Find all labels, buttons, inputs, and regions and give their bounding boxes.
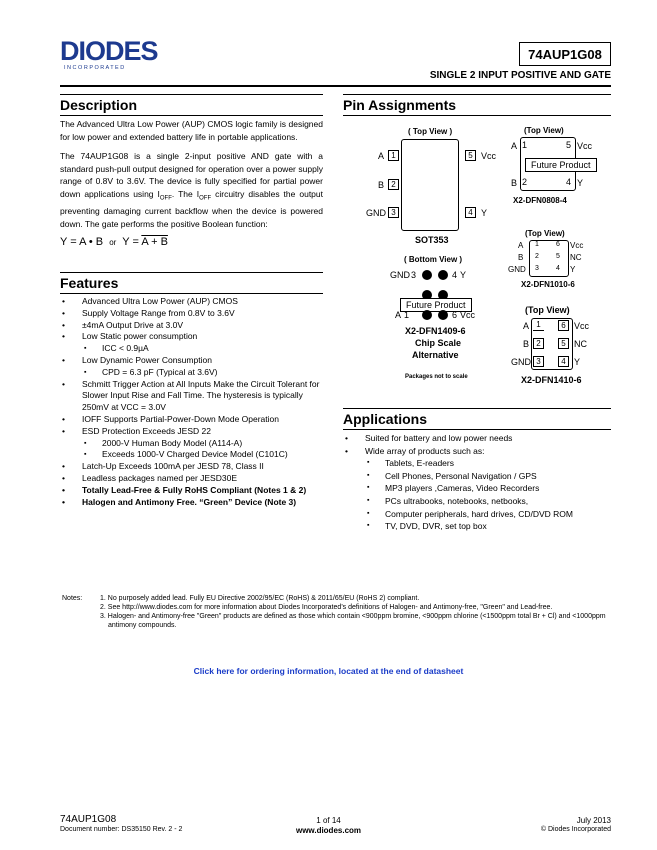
pin-label: Y [481, 208, 488, 218]
notes-label: Notes: [62, 595, 83, 602]
pin-label: GND [366, 208, 386, 218]
list-item: ▪ TV, DVD, DVR, set top box [343, 520, 611, 533]
bottom-view-label: ( Bottom View ) [404, 255, 463, 264]
package-name: X2-DFN1410-6 [521, 375, 582, 385]
header-rule [60, 85, 611, 87]
ordering-info-link[interactable]: Click here for ordering information, located at the end of datasheet [193, 666, 464, 676]
package-name: X2-DFN1010-6 [521, 280, 575, 289]
future-product-badge: Future Product [400, 298, 472, 312]
pin-number: 5 [566, 140, 572, 150]
pin-number: 6 [558, 320, 569, 331]
pin-label: A [518, 241, 524, 250]
pin-label: Y [570, 265, 576, 274]
pin-number: 2 [388, 179, 399, 190]
list-item: • Low Dynamic Power Consumption [60, 355, 330, 367]
diodes-logo [60, 38, 178, 78]
part-number-box: 74AUP1G08 [519, 42, 611, 66]
footer-copyright: © Diodes Incorporated [540, 826, 611, 833]
list-item: ▪ CPD = 6.3 pF (Typical at 3.6V) [60, 367, 330, 379]
pin-label: A [511, 141, 518, 151]
applications-heading: Applications [343, 408, 611, 430]
notes-list [100, 594, 615, 630]
boolean-equation: Y = A • B or Y = A + B [60, 236, 168, 248]
pin-label: NC [570, 253, 582, 262]
list-item: • Advanced Ultra Low Power (AUP) CMOS [60, 296, 330, 308]
top-view-label: (Top View) [525, 229, 565, 238]
ball [422, 310, 432, 320]
description-p2: The 74AUP1G08 is a single 2-input positive AND gate with a standard push-pull output designed for operation over a power supply range of 0.8V to 3.6V. The device is fully specified for partial power down applications using $I_{OFF}$. The $I_{OFF}$ circuitry disables the output preventing damaging current backflow when the device is powered down. The gate performs the positive Boolean function: [60, 151, 324, 229]
list-item: • Leadless packages named per JESD30E [60, 473, 330, 485]
svg-text:DIODES: DIODES [60, 38, 158, 66]
ic-body [401, 139, 459, 231]
pin-label: GND [511, 357, 531, 367]
features-heading: Features [60, 272, 323, 294]
list-item: ▪ Cell Phones, Personal Navigation / GPS [343, 470, 611, 483]
pin-number: 1 [388, 150, 399, 161]
pin-label: Vcc [481, 151, 497, 161]
top-view-label: (Top View) [524, 126, 564, 135]
page-subtitle: SINGLE 2 INPUT POSITIVE AND GATE [429, 70, 611, 81]
package-name: X2-DFN1409-6 [405, 326, 466, 336]
pin-label: B [511, 178, 518, 188]
package-name: SOT353 [415, 235, 449, 245]
pin-number: 5 [465, 150, 476, 161]
applications-list [343, 432, 611, 533]
pin-number: 5 [556, 253, 560, 260]
pin-label: GND [390, 270, 410, 280]
top-view-label: (Top View) [525, 305, 570, 315]
list-item: ▪ Exceeds 1000-V Charged Device Model (C101C) [60, 449, 330, 461]
footer-part-number: 74AUP1G08 [60, 814, 117, 825]
pin-number: 2 [533, 338, 544, 349]
pin-label: Y [460, 270, 467, 280]
package-name: X2-DFN0808-4 [513, 196, 567, 205]
note-1: 1. No purposely added lead. Fully EU Directive 2002/95/EC (RoHS) & 2011/65/EU (RoHS 2) compliant. [100, 595, 420, 602]
ball [438, 270, 448, 280]
pin-number: 1 [522, 140, 528, 150]
pin-label: Vcc [460, 310, 476, 320]
list-item: • Wide array of products such as: [343, 445, 611, 458]
list-item: ▪ MP3 players ,Cameras, Video Recorders [343, 482, 611, 495]
pin-label: B [518, 253, 524, 262]
list-item: ▪ Tablets, E-readers [343, 457, 611, 470]
pin-number: 4 [452, 270, 458, 280]
pin-label: A [523, 321, 530, 331]
footer-date: July 2013 [576, 816, 611, 825]
pin-number: 4 [566, 177, 572, 187]
pin-number: 2 [535, 253, 539, 260]
note-3: 3. Halogen- and Antimony-free "Green" products are defined as those which contain <900ppm bromine, <900ppm chlorine (<1500ppm total Br + Cl) and <1000ppm antimony compounds. [100, 613, 606, 629]
list-item: • Low Static power consumption [60, 331, 330, 343]
pin-label: B [523, 339, 530, 349]
pin-number: 3 [388, 207, 399, 218]
svg-text:I N C O R P O R A T E D: I N C O R P O R A T E D [64, 65, 125, 71]
note-2: 2. See http://www.diodes.com for more information about Diodes Incorporated’s definitions of Halogen- and Antimony-free, "Green" and Lead-free. [100, 604, 553, 611]
pin-label: Y [577, 178, 584, 188]
scale-note: Packages not to scale [405, 374, 468, 380]
pin-number: 2 [522, 177, 528, 187]
pin-label: NC [574, 339, 587, 349]
footer-document-number: Document number: DS35150 Rev. 2 - 2 [60, 826, 183, 833]
list-item: • Latch-Up Exceeds 100mA per JESD 78, Class II [60, 461, 330, 473]
ball [438, 310, 448, 320]
top-view-label: ( Top View ) [408, 127, 453, 136]
list-item: • IOFF Supports Partial-Power-Down Mode Operation [60, 414, 330, 426]
pin-label: Vcc [570, 241, 584, 250]
list-item: ▪ ICC < 0.9µA [60, 343, 330, 355]
list-item: ▪ Computer peripherals, hard drives, CD/DVD ROM [343, 508, 611, 521]
pin-label: A [378, 151, 385, 161]
pin-assignments-heading: Pin Assignments [343, 94, 611, 116]
list-item: • Supply Voltage Range from 0.8V to 3.6V [60, 308, 330, 320]
package-subtitle: Alternative [412, 350, 459, 360]
package-subtitle: Chip Scale [415, 338, 462, 348]
pin-number: 4 [465, 207, 476, 218]
description-p1: The Advanced Ultra Low Power (AUP) CMOS logic family is designed for low power and extended battery life in portable applications. [60, 119, 323, 142]
pin-label: Y [574, 357, 581, 367]
pin-number: 1 [533, 320, 544, 331]
ball [422, 270, 432, 280]
list-item: • Suited for battery and low power needs [343, 432, 611, 445]
description-heading: Description [60, 94, 323, 116]
pin-number: 1 [404, 310, 410, 320]
list-item: • ±4mA Output Drive at 3.0V [60, 320, 330, 332]
list-item: • Schmitt Trigger Action at All Inputs Make the Circuit Tolerant for Slower Input Rise and Fall Time. The hysteresis is typically 250mV at VCC = 3.0V [60, 379, 330, 414]
list-item: • ESD Protection Exceeds JESD 22 [60, 426, 330, 438]
pin-label: B [378, 180, 385, 190]
pin-number: 3 [533, 356, 544, 367]
pin-number: 3 [535, 265, 539, 272]
pin-label: GND [508, 265, 526, 274]
list-item: ▪ 2000-V Human Body Model (A114-A) [60, 438, 330, 450]
list-item: • Halogen and Antimony Free. “Green” Device (Note 3) [60, 497, 330, 509]
pin-number: 5 [558, 338, 569, 349]
pin-number: 6 [556, 241, 560, 248]
pin-label: Vcc [577, 141, 593, 151]
pin-number: 4 [556, 265, 560, 272]
list-item: • Totally Lead-Free & Fully RoHS Compliant (Notes 1 & 2) [60, 485, 330, 497]
pin-label: A [395, 310, 402, 320]
footer-url[interactable]: www.diodes.com [295, 826, 362, 835]
list-item: ▪ PCs ultrabooks, notebooks, netbooks, [343, 495, 611, 508]
pin-number: 4 [558, 356, 569, 367]
footer-page-number: 1 of 14 [316, 816, 341, 825]
pin-number: 1 [535, 241, 539, 248]
pin-number: 3 [411, 270, 417, 280]
features-list [60, 296, 330, 508]
pin-label: Vcc [574, 321, 590, 331]
future-product-badge: Future Product [525, 158, 597, 172]
pin-number: 6 [452, 310, 458, 320]
